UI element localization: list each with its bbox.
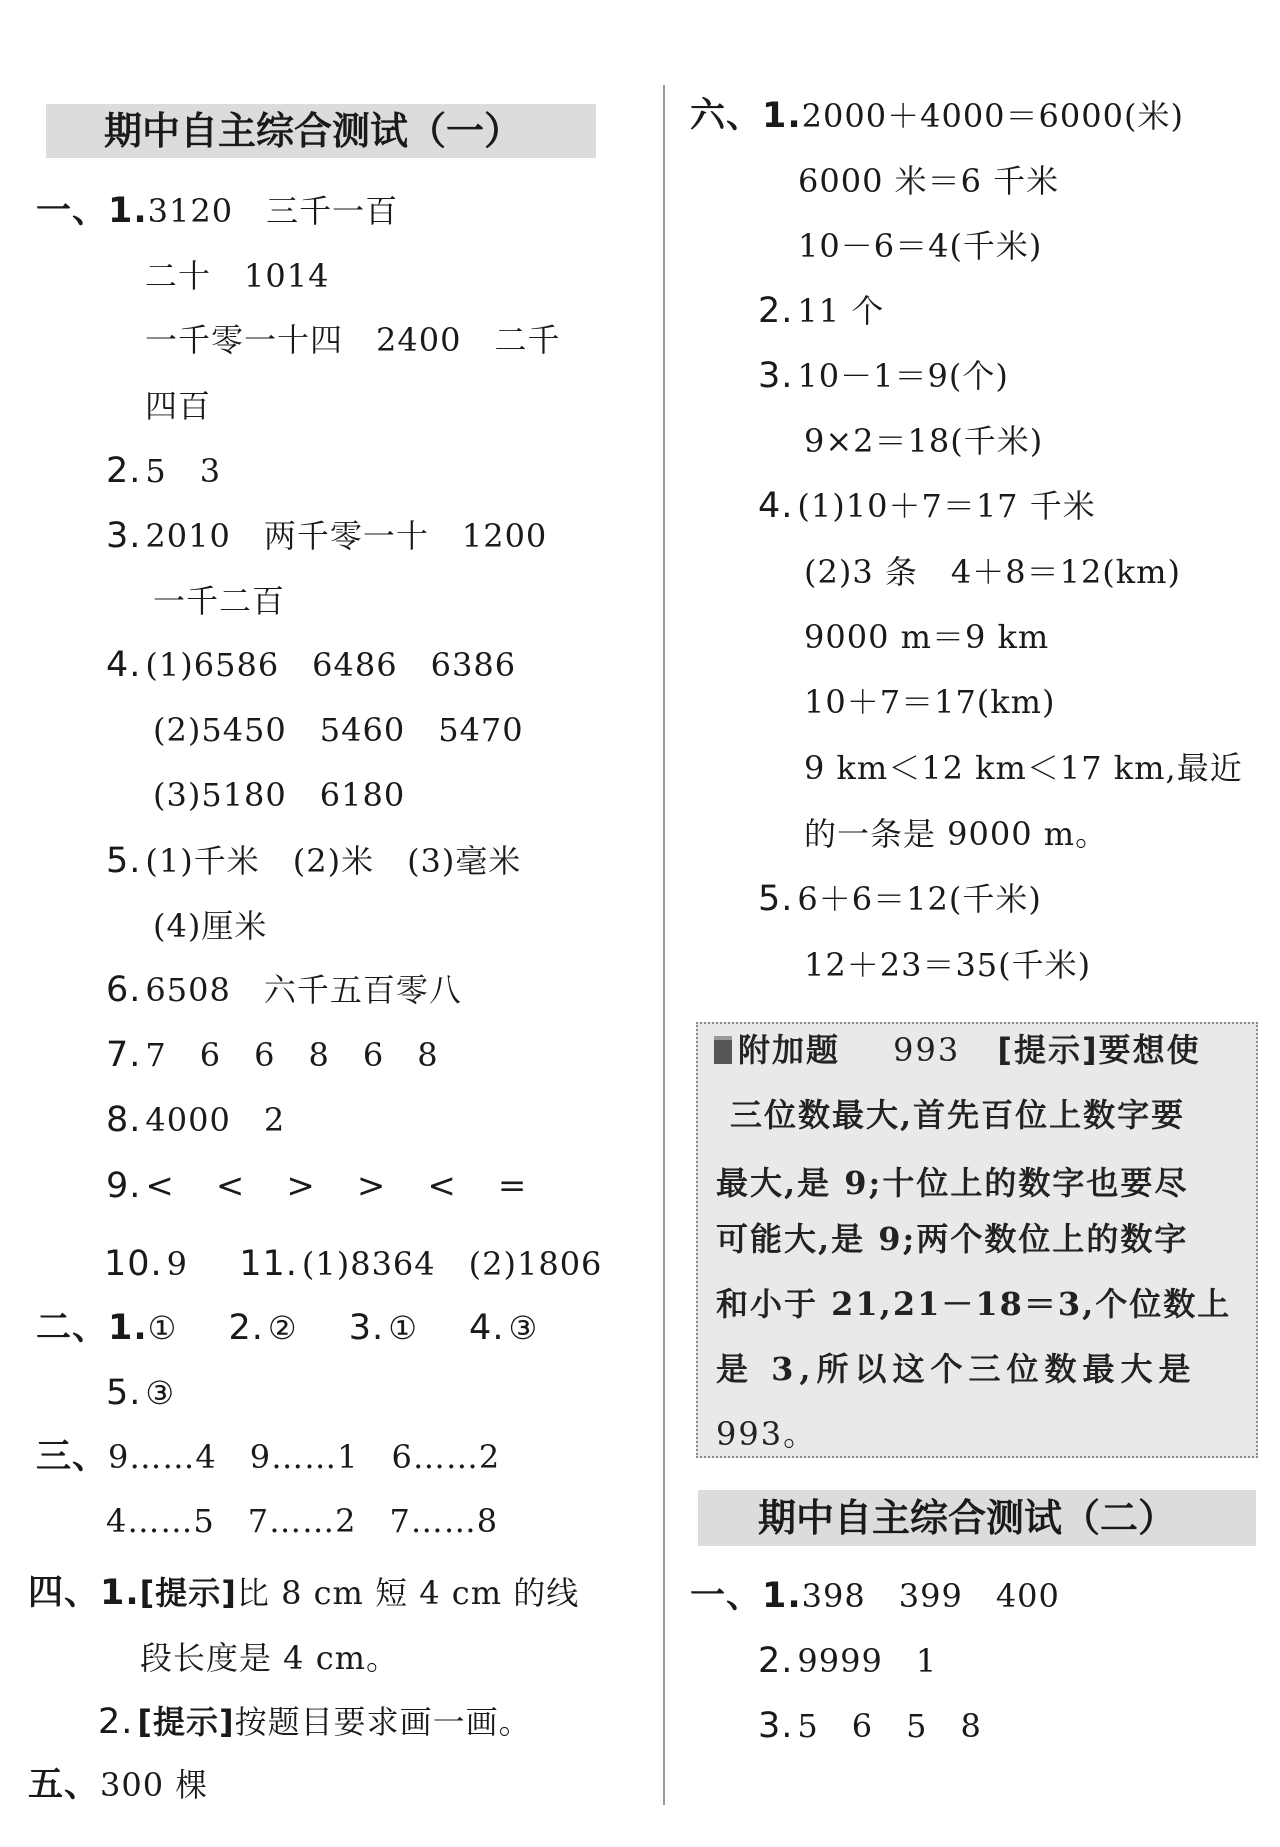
answer-text: 9999 1: [797, 1642, 938, 1680]
bonus-text: 993。: [716, 1415, 818, 1453]
answer-line: [758, 1641, 937, 1681]
answer-line: [145, 256, 329, 296]
question-number: 3.: [758, 356, 794, 396]
bonus-line: [716, 1219, 1188, 1259]
answer-text: ①: [388, 1309, 418, 1347]
answer-text: ③: [145, 1374, 176, 1412]
section-number: 五、: [28, 1765, 101, 1805]
question-number: 10.: [104, 1244, 163, 1284]
answer-line: [36, 191, 398, 231]
bonus-text: 三位数最大,首先百位上数字要: [730, 1096, 1186, 1134]
answer-text: 二十 1014: [145, 257, 330, 295]
answer-text: (4)厘米: [153, 907, 268, 945]
answer-text: ③: [508, 1309, 539, 1347]
answer-line: [106, 970, 462, 1010]
test-title-2: [698, 1490, 1256, 1546]
answer-line: [804, 945, 1091, 985]
question-number: 2.: [98, 1702, 134, 1742]
question-number: 4.: [758, 486, 794, 526]
answer-text: 6000 米＝6 千米: [798, 162, 1060, 200]
column-divider: [663, 85, 665, 1805]
answer-line: [153, 710, 524, 750]
question-number: 8.: [106, 1100, 142, 1140]
answer-line: [153, 775, 405, 815]
answer-text: (2)5450 5460 5470: [153, 711, 524, 749]
answer-line: [690, 96, 1184, 136]
section-number: 一、1.: [36, 191, 148, 231]
bonus-line: [716, 1349, 1197, 1389]
answer-line: [98, 1702, 532, 1742]
answer-line: [758, 486, 1096, 526]
question-number: 11.: [239, 1244, 298, 1284]
question-number: 9.: [106, 1166, 142, 1206]
answer-line: [140, 1638, 399, 1678]
answer-text: (3)5180 6180: [153, 776, 406, 814]
answer-text: 398 399 400: [801, 1577, 1060, 1615]
bonus-text: 要想使: [1098, 1031, 1201, 1069]
answer-text: 10－6＝4(千米): [798, 227, 1043, 265]
hint-label: [提示]: [137, 1703, 235, 1741]
answer-line: [804, 421, 1043, 461]
hint-label: [提示]: [997, 1031, 1099, 1069]
bonus-label: 附加题: [738, 1031, 841, 1069]
section-number: 四、1.: [28, 1573, 140, 1613]
answer-line: [106, 1373, 175, 1413]
question-number: 3.: [106, 516, 142, 556]
answer-line: [798, 226, 1042, 266]
answer-text: 10－1＝9(个): [797, 357, 1009, 395]
answer-line: [106, 1501, 498, 1541]
answer-text: < < > > < =: [145, 1166, 531, 1206]
answer-text: 按题目要求画一画。: [234, 1703, 532, 1741]
answer-text: 2000＋4000＝6000(米): [801, 97, 1184, 135]
answer-text: 5 6 5 8: [797, 1707, 982, 1745]
answer-line: [106, 516, 547, 556]
question-number: 2.: [758, 1641, 794, 1681]
answer-text: 6508 六千五百零八: [145, 971, 462, 1009]
section-number: 一、1.: [690, 1576, 802, 1616]
answer-text: 12＋23＝35(千米): [804, 946, 1092, 984]
answer-line: [145, 320, 560, 360]
answer-text: (1)8364 (2)1806: [301, 1245, 603, 1283]
answer-line: [804, 617, 1049, 657]
bonus-text: 最大,是 9;十位上的数字也要尽: [716, 1164, 1189, 1202]
answer-text: 7 6 6 8 6 8: [145, 1036, 439, 1074]
answer-line: [106, 1166, 530, 1206]
answer-text: 6＋6＝12(千米): [797, 880, 1042, 918]
section-number: 六、1.: [690, 96, 802, 136]
answer-text: 10＋7＝17(km): [804, 683, 1056, 721]
bonus-text: 和小于 21,21－18＝3,个位数上: [716, 1285, 1232, 1323]
bonus-line: [716, 1284, 1231, 1324]
answer-line: [106, 1035, 439, 1075]
answer-line: [804, 552, 1181, 592]
test-title-1: [46, 104, 596, 158]
bonus-line: [714, 1030, 1201, 1070]
answer-line: [106, 645, 516, 685]
question-number: 2.: [106, 451, 142, 491]
question-number: 3.: [348, 1308, 385, 1348]
bonus-answer: 993: [893, 1031, 961, 1069]
answer-text: 3120 三千一百: [147, 192, 399, 230]
section-number: 二、1.: [36, 1308, 148, 1348]
answer-line: [28, 1573, 579, 1613]
answer-text: 300 棵: [100, 1766, 209, 1804]
answer-line: [758, 879, 1042, 919]
bonus-line: [716, 1163, 1188, 1203]
answer-line: [145, 386, 211, 426]
answer-text: ①: [147, 1309, 178, 1347]
bonus-text: 可能大,是 9;两个数位上的数字: [716, 1220, 1189, 1258]
answer-text: 4……5 7……2 7……8: [106, 1502, 499, 1540]
answer-line: [106, 1100, 285, 1140]
answer-text: 比 8 cm 短 4 cm 的线: [236, 1574, 580, 1612]
answer-line: [798, 161, 1059, 201]
answer-text: 一千二百: [153, 582, 286, 620]
test-title-1-text: 期中自主综合测试（一）: [104, 109, 523, 153]
answer-text: (1)6586 6486 6386: [145, 646, 517, 684]
answer-text: 4000 2: [145, 1101, 286, 1139]
answer-text: 11 个: [797, 292, 885, 330]
answer-line: [36, 1437, 500, 1477]
answer-text: 5 3: [145, 452, 222, 490]
question-number: 7.: [106, 1035, 142, 1075]
answer-line: [28, 1765, 208, 1805]
answer-text: 9 km＜12 km＜17 km,最近: [804, 749, 1243, 787]
answer-line: [106, 841, 521, 881]
answer-text: 9000 m＝9 km: [804, 618, 1050, 656]
answer-line: [804, 748, 1243, 788]
bonus-line: [730, 1095, 1185, 1135]
answer-text: (1)千米 (2)米 (3)毫米: [145, 842, 522, 880]
answer-text: 9……4 9……1 6……2: [108, 1438, 501, 1476]
answer-text: 一千零一十四 2400 二千: [145, 321, 561, 359]
answer-line: [36, 1308, 538, 1348]
answer-text: 的一条是 9000 m。: [804, 815, 1109, 853]
answer-line: [804, 814, 1108, 854]
question-number: 2.: [228, 1308, 264, 1348]
question-number: 3.: [758, 1706, 794, 1746]
test-title-2-text: 期中自主综合测试（二）: [758, 1496, 1177, 1540]
bonus-text: 是 3,所以这个三位数最大是: [716, 1350, 1197, 1388]
answer-text: (2)3 条 4＋8＝12(km): [804, 553, 1182, 591]
question-number: 6.: [106, 970, 142, 1010]
bonus-line: [716, 1414, 817, 1454]
answer-text: 段长度是 4 cm。: [140, 1639, 399, 1677]
answer-line: [106, 451, 221, 491]
question-number: 4.: [469, 1308, 505, 1348]
question-number: 5.: [758, 879, 794, 919]
question-number: 5.: [106, 1373, 142, 1413]
answer-line: [153, 581, 285, 621]
answer-text: 2010 两千零一十 1200: [145, 517, 548, 555]
answer-line: [104, 1244, 602, 1284]
hint-label: [提示]: [139, 1574, 237, 1612]
answer-text: (1)10＋7＝17 千米: [797, 487, 1096, 525]
answer-line: [804, 682, 1056, 722]
answer-text: 9: [166, 1245, 189, 1283]
bonus-marker-icon: [714, 1036, 732, 1064]
question-number: 2.: [758, 291, 794, 331]
answer-text: 四百: [145, 387, 212, 425]
answer-line: [758, 1706, 982, 1746]
answer-line: [690, 1576, 1060, 1616]
answer-text: 9×2＝18(千米): [804, 422, 1044, 460]
answer-line: [153, 906, 267, 946]
answer-line: [758, 356, 1009, 396]
question-number: 4.: [106, 645, 142, 685]
answer-text: ②: [267, 1309, 298, 1347]
question-number: 5.: [106, 841, 142, 881]
answer-line: [758, 291, 884, 331]
section-number: 三、: [36, 1437, 109, 1477]
